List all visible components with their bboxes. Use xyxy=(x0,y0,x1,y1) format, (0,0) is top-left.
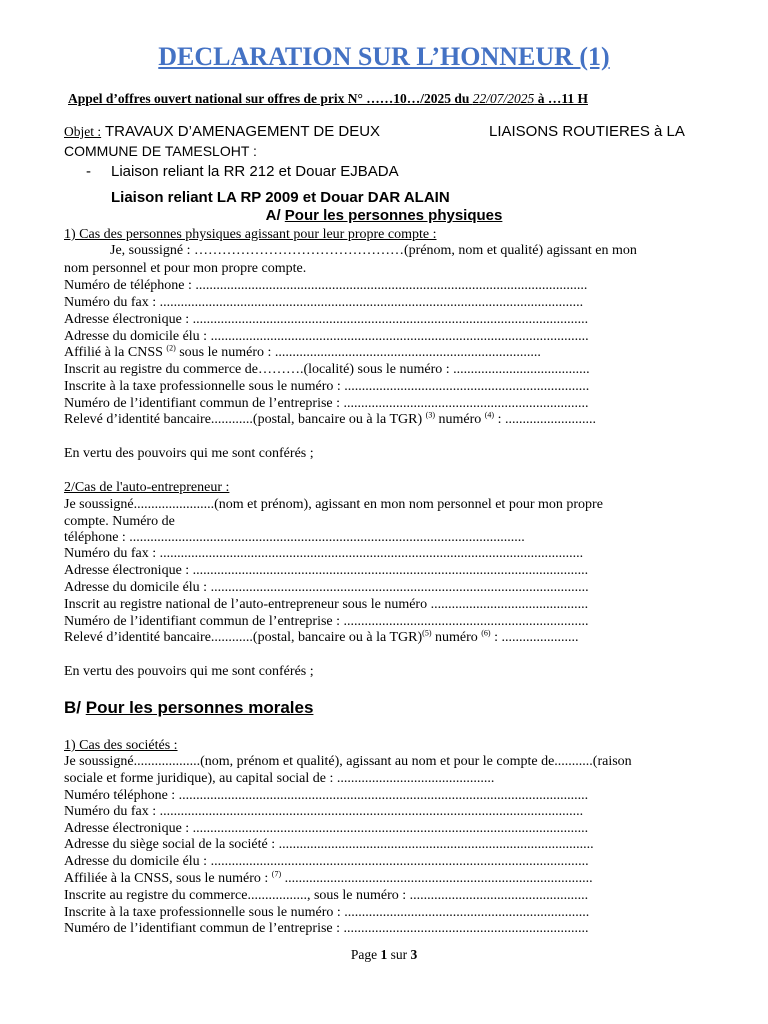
footnote-ref: (7) xyxy=(271,869,282,879)
b-siege-field: Adresse du siège social de la société : .......................................................................................... xyxy=(64,837,594,852)
objet-item-2: Liaison reliant LA RP 2009 et Douar DAR ALAIN xyxy=(111,189,450,206)
footnote-ref: (3) xyxy=(425,410,435,420)
footnote-ref: (6) xyxy=(481,628,491,638)
a-rc-field: Inscrit au registre du commerce de……….(localité) sous le numéro : ....................................... xyxy=(64,362,590,377)
a-email-field: Adresse électronique : ................................................................................................................. xyxy=(64,312,589,327)
a-cnss-field xyxy=(64,345,541,361)
page-number: 1 xyxy=(380,947,388,962)
footer-sur-word: sur xyxy=(387,947,411,962)
case-1-title: 1) Cas des personnes physiques agissant pour leur propre compte : xyxy=(64,227,437,242)
a-rib-field xyxy=(64,412,596,428)
b-cnss-dots: ........................................................................................ xyxy=(281,871,593,886)
a-fax-field: Numéro du fax : ......................................................................................................................... xyxy=(64,295,584,310)
page-total: 3 xyxy=(410,947,418,962)
case-2-domicile-field: Adresse du domicile élu : ............................................................................................................ xyxy=(64,580,589,595)
a-rib-dots: : .......................... xyxy=(494,412,596,427)
section-b-prefix: B/ xyxy=(64,698,86,717)
a-domicile-field: Adresse du domicile élu : ............................................................................................................ xyxy=(64,329,589,344)
b-cnss-text: Affiliée à la CNSS, sous le numéro : xyxy=(64,871,272,886)
footnote-ref: (5) xyxy=(422,628,432,638)
b-domicile-field: Adresse du domicile élu : ............................................................................................................ xyxy=(64,854,589,869)
a-rib-text: Relevé d’identité bancaire............(postal, bancaire ou à la TGR) xyxy=(64,412,426,427)
case-1-line-1: Je, soussigné : ………………………………………(prénom, nom et qualité) agissant en mon xyxy=(110,243,637,258)
case-2-ice-field: Numéro de l’identifiant commun de l’entreprise : ...................................................................... xyxy=(64,614,589,629)
section-b-heading xyxy=(64,698,313,718)
b-fax-field: Numéro du fax : ......................................................................................................................... xyxy=(64,804,584,819)
b-case-1-title: 1) Cas des sociétés : xyxy=(64,738,178,753)
case-2-pouvoirs: En vertu des pouvoirs qui me sont conférés ; xyxy=(64,664,314,679)
case-2-registre-field: Inscrit au registre national de l’auto-entrepreneur sous le numéro ............................................. xyxy=(64,597,589,612)
page-footer xyxy=(0,947,768,963)
objet-item-1: Liaison reliant la RR 212 et Douar EJBADA xyxy=(111,163,399,180)
a-cnss-text: Affilié à la CNSS xyxy=(64,345,167,360)
case-2-line-2: compte. Numéro de xyxy=(64,514,175,529)
objet-text-left: TRAVAUX D’AMENAGEMENT DE DEUX xyxy=(101,123,381,140)
b-ice-field: Numéro de l’identifiant commun de l’entreprise : ...................................................................... xyxy=(64,921,589,936)
section-b-title: Pour les personnes morales xyxy=(85,698,314,717)
objet-label: Objet : xyxy=(64,124,102,139)
case-2-title: 2/Cas de l'auto-entrepreneur : xyxy=(64,480,230,495)
document-title: DECLARATION SUR L’HONNEUR (1) xyxy=(158,42,610,71)
objet-line-1 xyxy=(64,123,380,141)
objet-text-right: LIAISONS ROUTIERES à LA xyxy=(489,123,685,140)
section-a-heading xyxy=(0,207,768,224)
objet-line-2: COMMUNE DE TAMESLOHT : xyxy=(64,143,257,159)
b-line-1: Je soussigné...................(nom, prénom et qualité), agissant au nom et pour le compte de...........(raison xyxy=(64,754,632,769)
a-tp-field: Inscrite à la taxe professionnelle sous le numéro : ...................................................................... xyxy=(64,379,590,394)
a-tel-field: Numéro de téléphone : ................................................................................................................ xyxy=(64,278,588,293)
case-2-rib-numero: numéro xyxy=(431,630,482,645)
section-a-prefix: A/ xyxy=(265,207,285,224)
objet-bullet: - xyxy=(86,163,91,180)
footnote-ref: (4) xyxy=(484,410,495,420)
appel-suffix: à …11 H xyxy=(534,91,588,106)
case-2-rib-text: Relevé d’identité bancaire............(postal, bancaire ou à la TGR) xyxy=(64,630,423,645)
case-1-line-2: nom personnel et pour mon propre compte. xyxy=(64,261,307,276)
b-tel-field: Numéro téléphone : ..................................................................................................................... xyxy=(64,788,589,803)
b-cnss-field xyxy=(64,871,593,887)
b-email-field: Adresse électronique : ................................................................................................................. xyxy=(64,821,589,836)
footnote-ref: (2) xyxy=(166,343,176,353)
appel-offres-line xyxy=(68,91,588,107)
case-2-rib-dots: : ...................... xyxy=(490,630,579,645)
footer-page-word: Page xyxy=(350,947,381,962)
b-line-2: sociale et forme juridique), au capital social de : ............................................. xyxy=(64,771,495,786)
b-tp-field: Inscrite à la taxe professionnelle sous le numéro : ...................................................................... xyxy=(64,905,590,920)
case-2-fax-field: Numéro du fax : ......................................................................................................................... xyxy=(64,546,584,561)
case-2-rib-field xyxy=(64,630,578,646)
a-ice-field: Numéro de l’identifiant commun de l’entreprise : ...................................................................... xyxy=(64,396,589,411)
appel-date: 22/07/2025 xyxy=(472,91,535,106)
b-rc-field: Inscrite au registre du commerce................., sous le numéro : ................................................... xyxy=(64,888,589,903)
case-2-email-field: Adresse électronique : ................................................................................................................. xyxy=(64,563,589,578)
a-cnss-dots: sous le numéro : ............................................................................ xyxy=(175,345,541,360)
appel-prefix: Appel d’offres ouvert national sur offres de prix N° ……10…/2025 du xyxy=(68,91,473,106)
case-2-line-1: Je soussigné.......................(nom et prénom), agissant en mon nom personnel et pour mon propre xyxy=(64,497,603,512)
a-rib-numero: numéro xyxy=(435,412,485,427)
a-pouvoirs: En vertu des pouvoirs qui me sont conférés ; xyxy=(64,446,314,461)
section-a-title: Pour les personnes physiques xyxy=(284,207,503,224)
case-2-tel-field: téléphone : ................................................................................................................. xyxy=(64,530,525,545)
